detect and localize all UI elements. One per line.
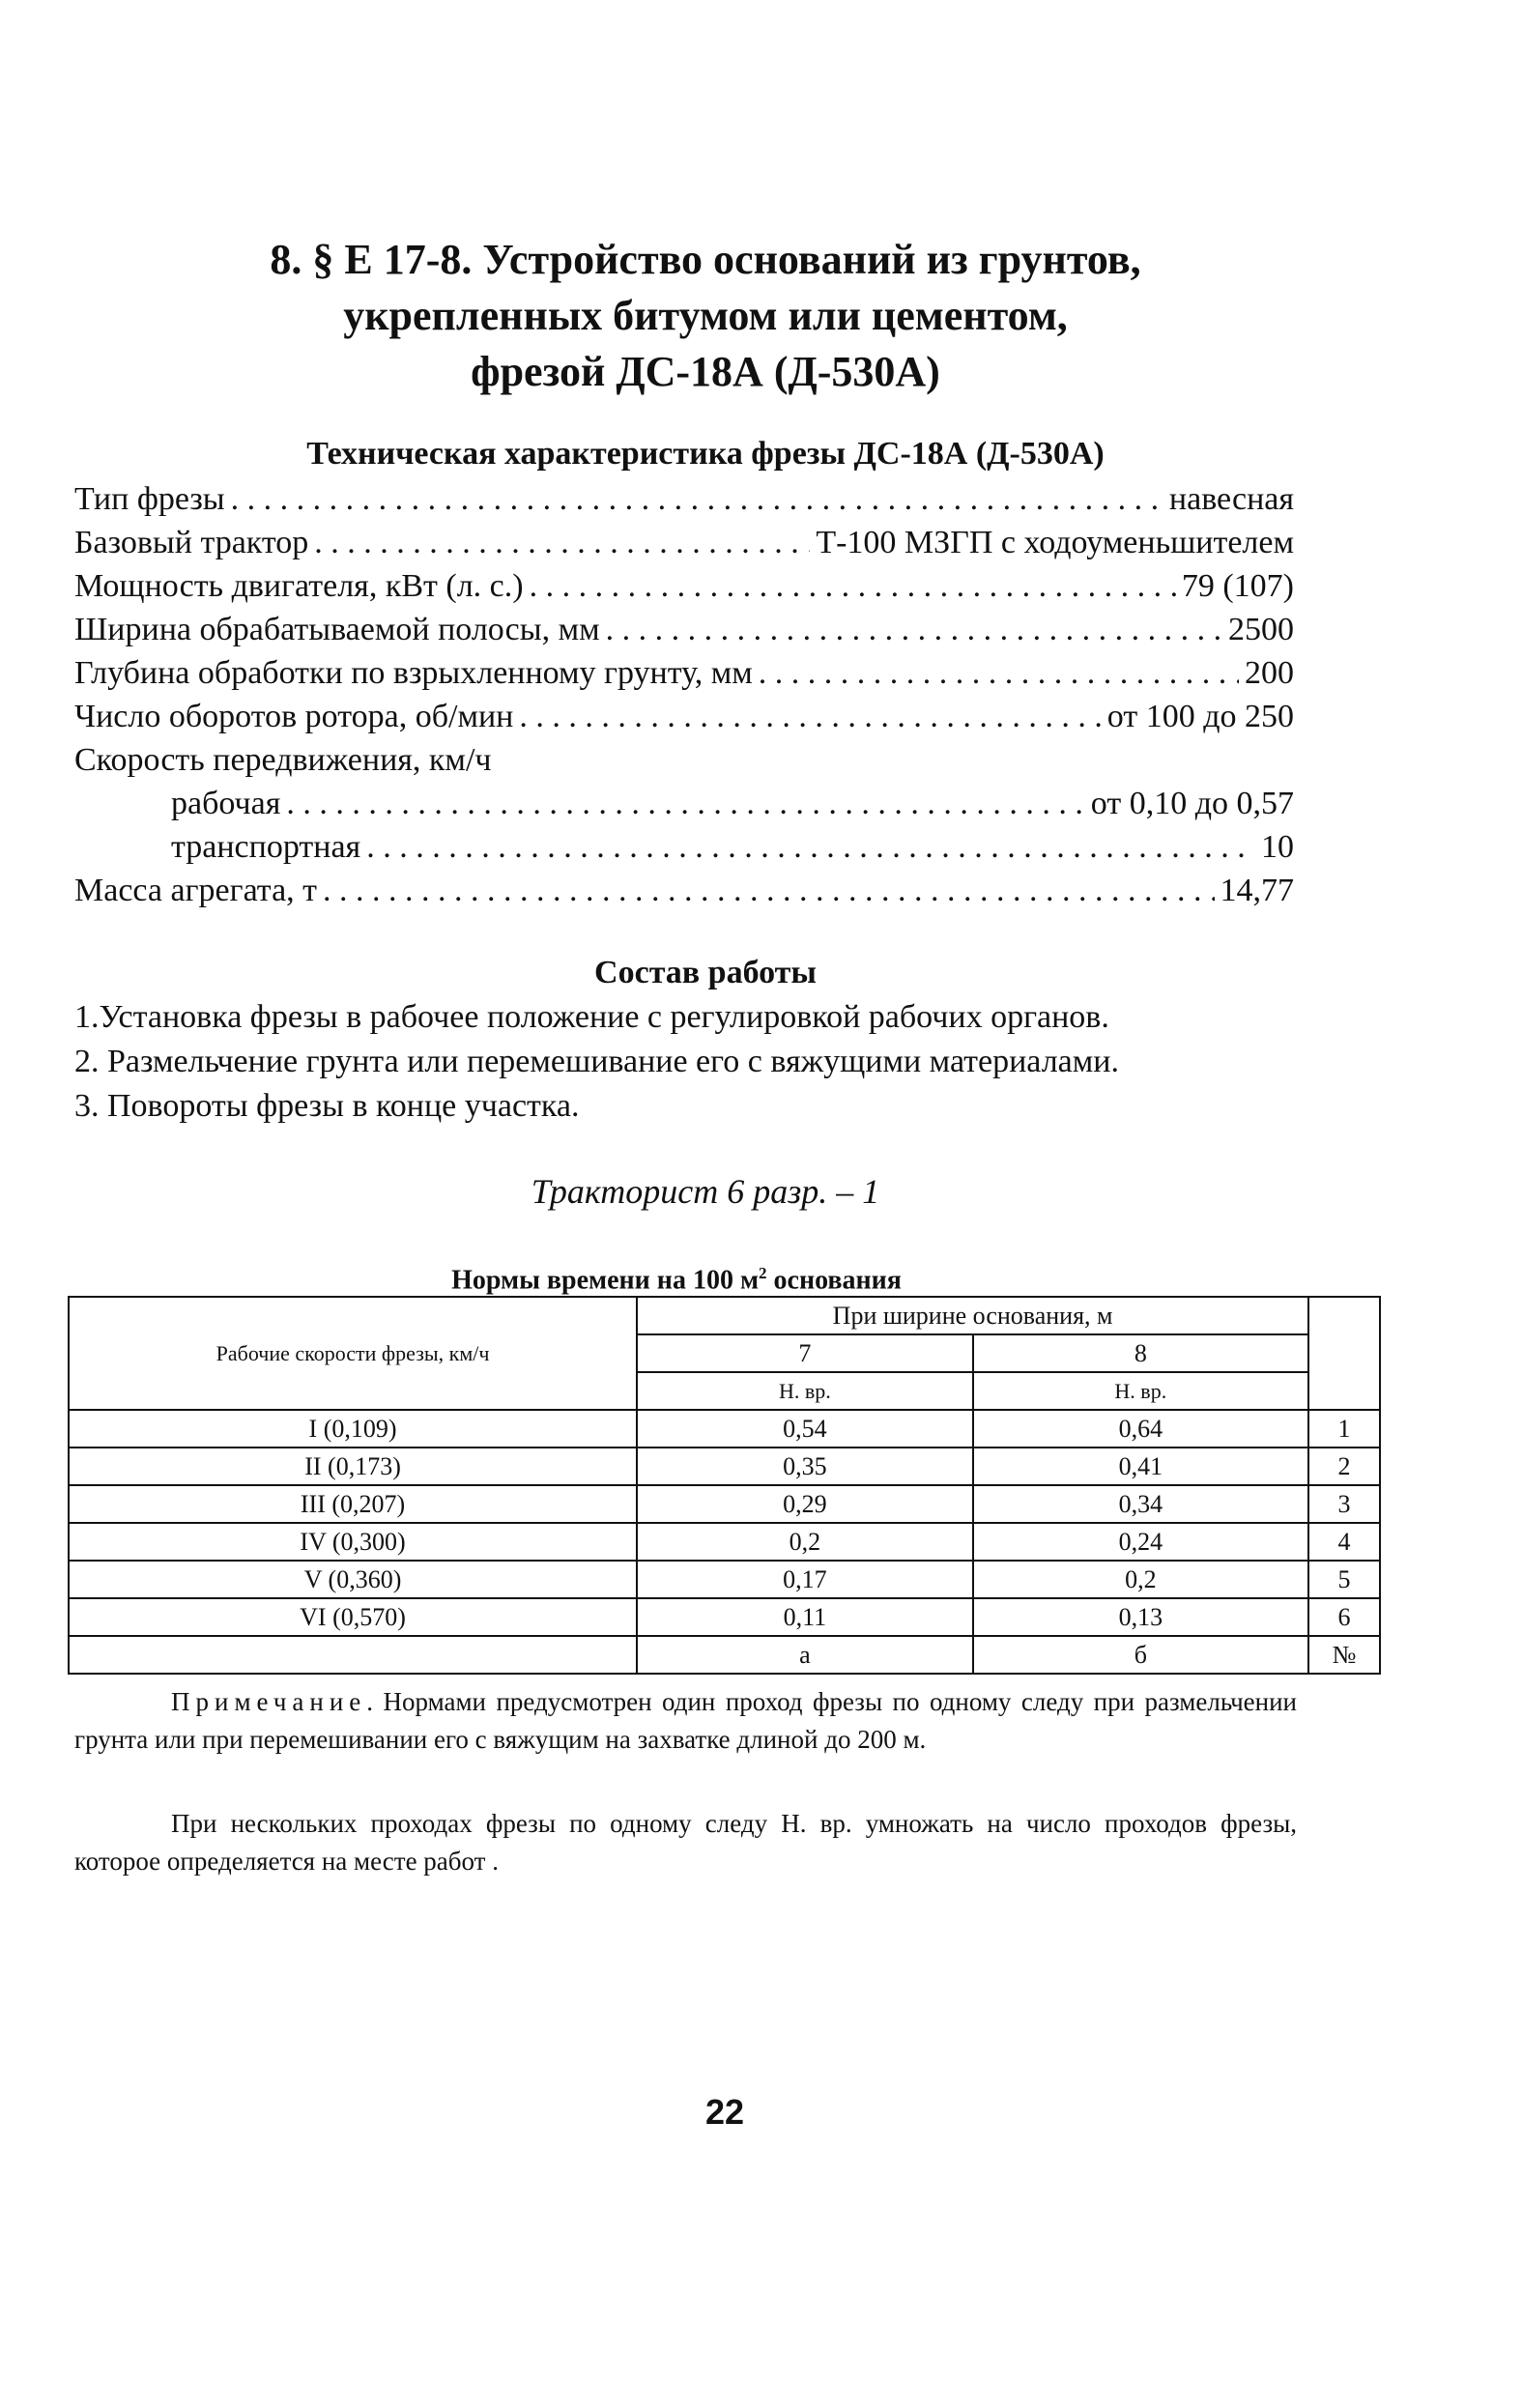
table-row	[69, 1561, 1380, 1598]
spec-row	[74, 695, 1294, 738]
page-number: 22	[704, 2092, 745, 2132]
value-cell: 0,24	[973, 1523, 1308, 1561]
value-cell: 0,2	[973, 1561, 1308, 1598]
section-title-line-3: фрезой ДС-18А (Д-530А)	[471, 348, 940, 395]
dot-leader	[366, 825, 1255, 869]
spec-label: рабочая	[171, 786, 281, 821]
spec-label: Тип фрезы	[74, 481, 225, 517]
note-label: Примечание	[171, 1687, 367, 1716]
spec-label: Глубина обработки по взрыхленному грунту, мм	[74, 655, 753, 691]
work-item: 1.Установка фрезы в рабочее положение с регулировкой рабочих органов.	[74, 999, 1109, 1035]
spec-label: Ширина обрабатываемой полосы, мм	[74, 612, 600, 647]
speed-cell: III (0,207)	[69, 1485, 637, 1523]
section-title-line-2: укрепленных битумом или цементом,	[343, 292, 1068, 339]
spec-label: Базовый трактор	[74, 525, 309, 560]
spec-row	[74, 869, 1294, 912]
spec-label: транспортная	[171, 829, 361, 865]
note-paragraph	[74, 1805, 1297, 1880]
value-cell: 0,34	[973, 1485, 1308, 1523]
table-title-main: Нормы времени на 100 м	[451, 1265, 760, 1296]
number-sign-cell: №	[1308, 1636, 1380, 1674]
table-header-row	[69, 1297, 1380, 1334]
dot-leader	[606, 608, 1222, 651]
speed-cell: V (0,360)	[69, 1561, 637, 1598]
spec-label: Число оборотов ротора, об/мин	[74, 699, 514, 734]
speed-cell: II (0,173)	[69, 1448, 637, 1485]
spec-label: Масса агрегата, т	[74, 873, 318, 908]
norms-table	[68, 1296, 1381, 1675]
table-title-superscript: 2	[759, 1264, 767, 1282]
row-number-cell: 3	[1308, 1485, 1380, 1523]
column-letter-cell: а	[637, 1636, 972, 1674]
specs-heading: Техническая характеристика фрезы ДС-18А (Д-530А)	[306, 436, 1105, 472]
dot-leader	[286, 782, 1084, 825]
dot-leader	[323, 869, 1214, 912]
spec-value: 79 (107)	[1181, 568, 1294, 604]
spec-value: 200	[1245, 655, 1294, 691]
dot-leader	[759, 651, 1239, 695]
specs-list	[74, 477, 1294, 912]
value-cell: 0,17	[637, 1561, 972, 1598]
spec-row	[74, 477, 1294, 521]
spec-row	[74, 738, 1294, 782]
value-cell: 0,35	[637, 1448, 972, 1485]
table-row	[69, 1410, 1380, 1448]
table-row	[69, 1485, 1380, 1523]
spec-value: 14,77	[1220, 873, 1294, 908]
width-8-header: 8	[973, 1334, 1308, 1372]
row-number-cell: 4	[1308, 1523, 1380, 1561]
empty-header-cell	[1308, 1297, 1380, 1410]
spec-row	[74, 651, 1294, 695]
section-title	[193, 232, 1218, 400]
work-heading: Состав работы	[594, 955, 817, 990]
section-title-line-1: 8. § Е 17-8. Устройство оснований из грунтов,	[270, 236, 1141, 283]
work-list	[74, 995, 1321, 1129]
spec-row	[74, 564, 1294, 608]
spec-row	[74, 782, 1294, 825]
spec-value: Т-100 МЗГП с ходоуменьшителем	[816, 525, 1294, 560]
value-cell: 0,41	[973, 1448, 1308, 1485]
spec-value: от 0,10 до 0,57	[1090, 786, 1294, 821]
dot-leader	[231, 477, 1163, 521]
value-cell: 0,54	[637, 1410, 972, 1448]
work-item: 3. Повороты фрезы в конце участка.	[74, 1088, 580, 1124]
value-cell: 0,2	[637, 1523, 972, 1561]
unit-header: Н. вр.	[637, 1372, 972, 1410]
note-text: При нескольких проходах фрезы по одному следу Н. вр. умножать на число проходов фрезы, которое определяется на месте работ .	[74, 1809, 1297, 1876]
width-7-header: 7	[637, 1334, 972, 1372]
table-row	[69, 1448, 1380, 1485]
spec-value: навесная	[1168, 481, 1294, 517]
value-cell: 0,64	[973, 1410, 1308, 1448]
table-row	[69, 1598, 1380, 1636]
spec-row	[74, 521, 1294, 564]
work-item: 2. Размельчение грунта или перемешивание его с вяжущими материалами.	[74, 1044, 1119, 1079]
dot-leader	[519, 695, 1101, 738]
dot-leader	[530, 564, 1176, 608]
table-row	[69, 1523, 1380, 1561]
note-paragraph	[74, 1683, 1297, 1759]
row-number-cell: 2	[1308, 1448, 1380, 1485]
spec-row	[74, 608, 1294, 651]
spec-row	[74, 825, 1294, 869]
group-header-cell: При ширине основания, м	[637, 1297, 1308, 1334]
table-title-tail: основания	[766, 1265, 902, 1296]
table-title	[97, 1256, 1256, 1298]
row-number-cell: 6	[1308, 1598, 1380, 1636]
spec-value: от 100 до 250	[1106, 699, 1294, 734]
dot-leader	[314, 521, 810, 564]
table-footer-row	[69, 1636, 1380, 1674]
spec-label: Скорость передвижения, км/ч	[74, 742, 492, 778]
value-cell: 0,11	[637, 1598, 972, 1636]
value-cell: 0,29	[637, 1485, 972, 1523]
spec-value: 10	[1261, 829, 1294, 865]
footer-empty-cell	[69, 1636, 637, 1674]
row-header-cell: Рабочие скорости фрезы, км/ч	[69, 1297, 637, 1410]
unit-header: Н. вр.	[973, 1372, 1308, 1410]
row-number-cell: 5	[1308, 1561, 1380, 1598]
speed-cell: I (0,109)	[69, 1410, 637, 1448]
speed-cell: IV (0,300)	[69, 1523, 637, 1561]
speed-cell: VI (0,570)	[69, 1598, 637, 1636]
note-text: . Нормами предусмотрен один проход фрезы по одному следу при размельчении грунта или при перемешивании его с вяжущим на захватке длиной до 200 м.	[74, 1687, 1297, 1754]
value-cell: 0,13	[973, 1598, 1308, 1636]
crew-composition: Тракторист 6 разр. – 1	[531, 1172, 880, 1211]
column-letter-cell: б	[973, 1636, 1308, 1674]
spec-value: 2500	[1228, 612, 1294, 647]
spec-label: Мощность двигателя, кВт (л. с.)	[74, 568, 524, 604]
row-number-cell: 1	[1308, 1410, 1380, 1448]
